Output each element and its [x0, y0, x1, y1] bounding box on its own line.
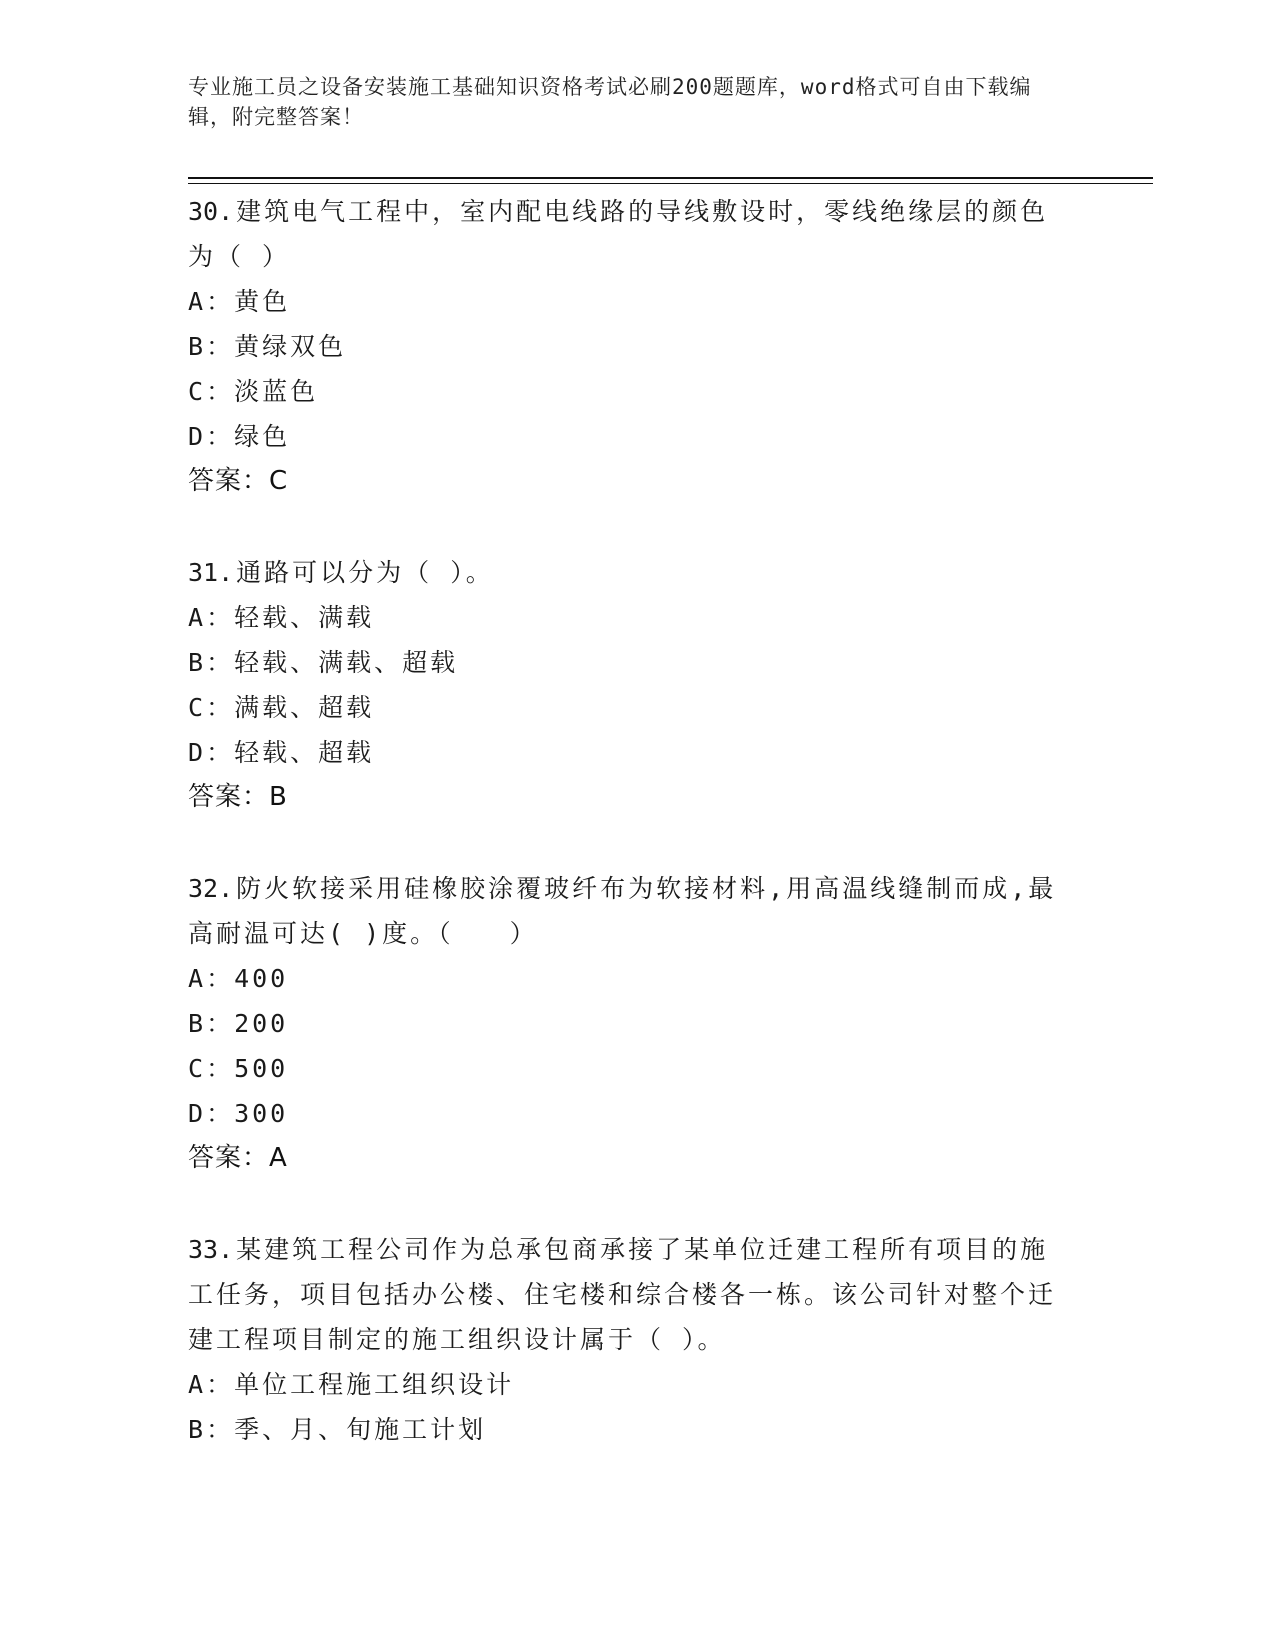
- option-letter: D: [188, 1099, 207, 1128]
- option-b: [188, 1001, 1068, 1046]
- question-number-separator: .: [218, 197, 237, 226]
- option-letter: B: [188, 1009, 207, 1038]
- option-text: 满载、超载: [234, 693, 375, 722]
- option-letter: A: [188, 1370, 207, 1399]
- option-separator: ：: [206, 1415, 235, 1444]
- question-stem: [188, 550, 1068, 595]
- answer-line: [188, 1136, 1068, 1181]
- option-separator: ：: [206, 1099, 235, 1128]
- option-letter: A: [188, 287, 207, 316]
- option-d: [188, 414, 1068, 459]
- option-text: 300: [234, 1099, 289, 1128]
- option-separator: ：: [206, 1054, 235, 1083]
- question-text: 某建筑工程公司作为总承包商承接了某单位迁建工程所有项目的施工任务，项目包括办公楼、住宅楼和综合楼各一栋。该公司针对整个迁建工程项目制定的施工组织设计属于（ ）。: [188, 1235, 1057, 1354]
- option-separator: ：: [206, 1009, 235, 1038]
- question-text: 通路可以分为（ ）。: [236, 558, 494, 587]
- question-stem: [188, 866, 1068, 956]
- question-stem: [188, 1227, 1068, 1362]
- answer-value: A: [269, 1143, 288, 1173]
- question-number-separator: .: [218, 874, 237, 903]
- question-number-separator: .: [218, 558, 237, 587]
- question-block: [188, 1227, 1068, 1452]
- answer-label: 答案：: [188, 466, 270, 496]
- option-text: 轻载、超载: [234, 738, 375, 767]
- question-block: [188, 189, 1068, 504]
- question-block: [188, 866, 1068, 1181]
- option-d: [188, 1091, 1068, 1136]
- option-text: 淡蓝色: [234, 377, 319, 406]
- option-separator: ：: [206, 693, 235, 722]
- option-letter: A: [188, 964, 207, 993]
- option-text: 500: [234, 1054, 289, 1083]
- answer-line: [188, 459, 1068, 504]
- question-text: 建筑电气工程中，室内配电线路的导线敷设时，零线绝缘层的颜色为（ ）: [188, 197, 1049, 271]
- question-number: 30: [188, 197, 219, 226]
- option-text: 绿色: [234, 422, 291, 451]
- option-separator: ：: [206, 422, 235, 451]
- option-b: [188, 640, 1068, 685]
- option-b: [188, 324, 1068, 369]
- question-number: 31: [188, 558, 219, 587]
- answer-label: 答案：: [188, 782, 270, 812]
- option-separator: ：: [206, 648, 235, 677]
- option-d: [188, 730, 1068, 775]
- option-a: [188, 279, 1068, 324]
- option-letter: B: [188, 332, 207, 361]
- option-c: [188, 1046, 1068, 1091]
- option-c: [188, 369, 1068, 414]
- option-a: [188, 1362, 1068, 1407]
- answer-line: [188, 775, 1068, 820]
- document-header: 专业施工员之设备安装施工基础知识资格考试必刷200题题库，word格式可自由下载编辑，附完整答案！: [188, 75, 1032, 129]
- option-c: [188, 685, 1068, 730]
- option-letter: C: [188, 377, 207, 406]
- option-separator: ：: [206, 964, 235, 993]
- option-text: 轻载、满载、超载: [234, 648, 459, 677]
- question-block: [188, 550, 1068, 820]
- answer-label: 答案：: [188, 1143, 270, 1173]
- option-separator: ：: [206, 377, 235, 406]
- option-letter: B: [188, 648, 207, 677]
- option-text: 黄绿双色: [234, 332, 347, 361]
- option-separator: ：: [206, 1370, 235, 1399]
- option-text: 200: [234, 1009, 289, 1038]
- option-letter: B: [188, 1415, 207, 1444]
- option-letter: C: [188, 693, 207, 722]
- option-a: [188, 956, 1068, 1001]
- question-stem: [188, 189, 1068, 279]
- header-divider: [188, 177, 1153, 184]
- question-number: 33: [188, 1235, 219, 1264]
- option-text: 轻载、满载: [234, 603, 375, 632]
- option-text: 单位工程施工组织设计: [234, 1370, 515, 1399]
- option-separator: ：: [206, 738, 235, 767]
- option-letter: D: [188, 422, 207, 451]
- option-letter: A: [188, 603, 207, 632]
- question-text: 防火软接采用硅橡胶涂覆玻纤布为软接材料,用高温线缝制而成,最高耐温可达( )度。（ ）: [188, 874, 1057, 948]
- option-separator: ：: [206, 287, 235, 316]
- answer-value: C: [269, 466, 289, 496]
- option-separator: ：: [206, 332, 235, 361]
- option-text: 400: [234, 964, 289, 993]
- option-separator: ：: [206, 603, 235, 632]
- question-number: 32: [188, 874, 219, 903]
- option-text: 季、月、旬施工计划: [234, 1415, 487, 1444]
- question-list: [188, 189, 1068, 1498]
- option-text: 黄色: [234, 287, 291, 316]
- answer-value: B: [269, 782, 288, 812]
- option-letter: C: [188, 1054, 207, 1083]
- option-b: [188, 1407, 1068, 1452]
- option-a: [188, 595, 1068, 640]
- option-letter: D: [188, 738, 207, 767]
- question-number-separator: .: [218, 1235, 237, 1264]
